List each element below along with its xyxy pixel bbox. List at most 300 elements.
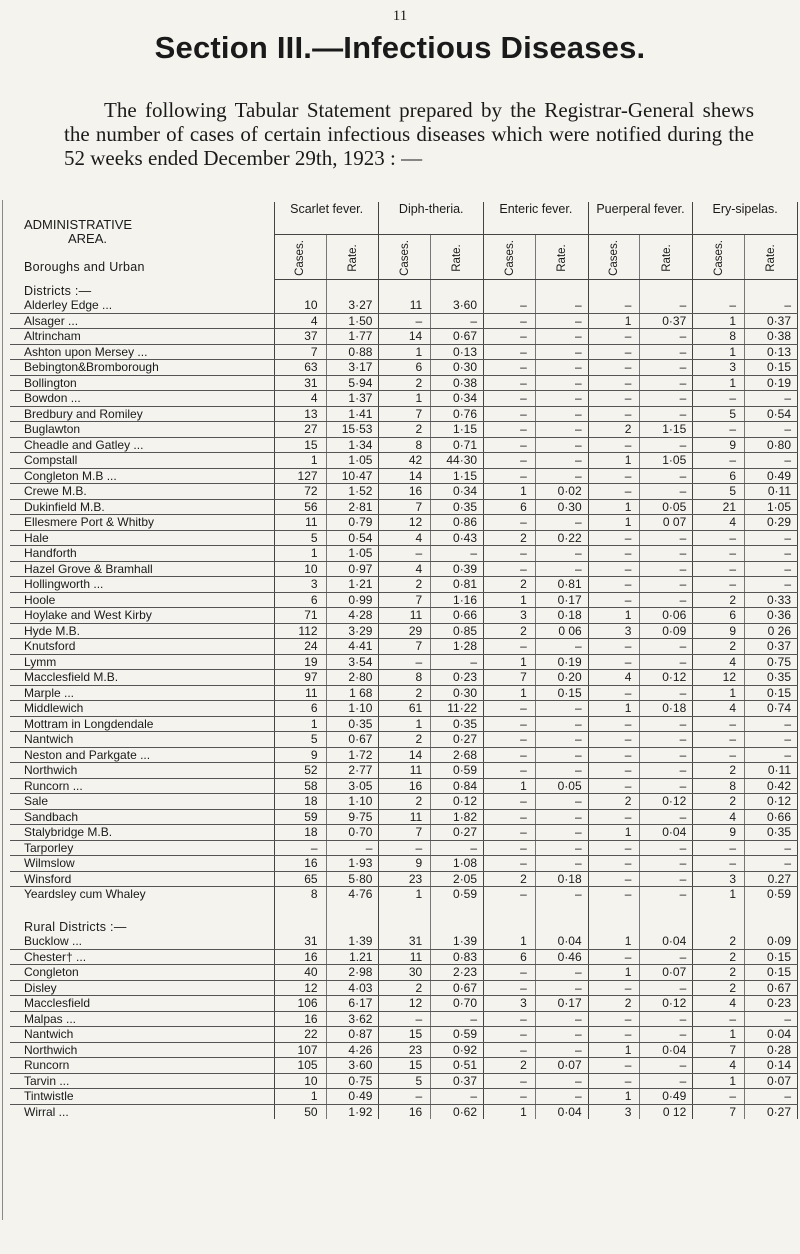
cases-cell: – [484,437,536,453]
cases-cell: 18 [274,794,326,810]
rate-cell: – [745,453,798,469]
area-name: Northwich [10,763,274,779]
table-row [10,949,798,965]
cases-cell: – [588,546,640,562]
cases-cell: – [588,778,640,794]
rate-cell: 0·35 [326,716,379,732]
cases-cell: 1 [379,716,431,732]
rate-cell: 0·37 [640,313,693,329]
cases-cell: – [484,546,536,562]
area-name: Dukinfield M.B. [10,499,274,515]
rate-cell: – [535,794,588,810]
cases-cell: 23 [379,871,431,887]
rate-cell: 0·97 [326,561,379,577]
cases-cell: 10 [274,298,326,313]
table-row [10,996,798,1012]
rate-cell: 0·07 [745,1073,798,1089]
cases-cell: – [693,561,745,577]
rate-cell: – [535,747,588,763]
rate-cell: – [535,716,588,732]
rate-cell: 0·54 [326,530,379,546]
rate-cell: – [535,856,588,872]
cases-cell: 1 [588,499,640,515]
cases-cell: – [484,747,536,763]
cases-cell: 9 [274,747,326,763]
rate-cell: – [640,1073,693,1089]
area-column-header: ADMINISTRATIVE AREA. Boroughs and Urban [10,202,274,280]
rate-cell: 0·43 [431,530,484,546]
rate-cell: – [535,701,588,717]
cases-cell: 1 [484,654,536,670]
cases-cell: 2 [693,592,745,608]
cases-cell: 16 [379,778,431,794]
cases-cell: 15 [274,437,326,453]
rate-cell: – [640,329,693,345]
rate-cell: 1.21 [326,949,379,965]
rate-cell: 0·30 [431,685,484,701]
rate-cell: 2·80 [326,670,379,686]
rate-cell: 0·59 [431,1027,484,1043]
cases-cell: 61 [379,701,431,717]
rate-cell: – [745,546,798,562]
table-row [10,747,798,763]
cases-cell: – [588,437,640,453]
header-puerperal-fever: Puerperal fever. [588,202,693,235]
cases-cell: 10 [274,561,326,577]
cases-cell: 3 [588,623,640,639]
intro-paragraph: The following Tabular Statement prepared by the Registrar-General shews the number of cases of certain infectious diseases which were notified during the 52 weeks ended December 29th, 1923 : — [64,98,754,170]
cases-cell: 52 [274,763,326,779]
cases-cell: 14 [379,329,431,345]
rate-cell: 3·29 [326,623,379,639]
cases-cell: – [693,422,745,438]
table-row [10,577,798,593]
table-row [10,375,798,391]
cases-cell: – [379,1089,431,1105]
cases-cell: 1 [588,313,640,329]
rate-cell: 11·22 [431,701,484,717]
cases-cell: 97 [274,670,326,686]
cases-cell: 1 [588,965,640,981]
rate-cell: 0·66 [745,809,798,825]
rate-cell: – [535,406,588,422]
table-row [10,732,798,748]
cases-cell: 2 [693,763,745,779]
rate-cell: – [535,546,588,562]
rate-cell: 0·37 [745,313,798,329]
table-row [10,887,798,902]
rate-subheader: Rate. [326,235,379,280]
rate-cell: 1·93 [326,856,379,872]
header-erysipelas: Ery-sipelas. [693,202,798,235]
cases-cell: – [484,732,536,748]
cases-cell: 3 [484,608,536,624]
cases-cell: 1 [588,1042,640,1058]
table-row [10,592,798,608]
rate-cell: – [431,1011,484,1027]
area-name: Tintwistle [10,1089,274,1105]
rate-cell: – [640,437,693,453]
table-row [10,1027,798,1043]
rate-cell: 0·67 [431,329,484,345]
area-name: Bollington [10,375,274,391]
cases-cell: – [484,965,536,981]
rate-cell: – [640,778,693,794]
rate-subheader: Rate. [535,235,588,280]
rate-cell: 0·09 [745,934,798,949]
rate-cell: – [640,484,693,500]
rate-cell: 3·60 [326,1058,379,1074]
table-row [10,763,798,779]
cases-cell: 5 [274,530,326,546]
rate-cell: – [745,1089,798,1105]
rate-cell: 4·41 [326,639,379,655]
rate-cell: 4·76 [326,887,379,902]
cases-cell: – [484,313,536,329]
cases-cell: – [588,1011,640,1027]
cases-cell: – [484,825,536,841]
rate-cell: 0·33 [745,592,798,608]
rate-cell: 1·05 [326,546,379,562]
table-row [10,453,798,469]
rate-cell: 0·27 [431,825,484,841]
cases-cell: 8 [693,329,745,345]
cases-cell: 4 [274,313,326,329]
cases-cell: 2 [379,422,431,438]
cases-cell: – [484,1027,536,1043]
rate-cell: 0·23 [745,996,798,1012]
cases-cell: 9 [693,825,745,841]
cases-cell: – [484,329,536,345]
area-name: Bowdon ... [10,391,274,407]
rate-cell: 0·59 [745,887,798,902]
area-name: Nantwich [10,732,274,748]
table-row [10,1089,798,1105]
cases-cell: 6 [484,949,536,965]
rate-cell: 0·80 [745,437,798,453]
area-name: Knutsford [10,639,274,655]
rate-cell: – [640,732,693,748]
table-row [10,468,798,484]
rate-cell: 0·18 [640,701,693,717]
cases-cell: 12 [274,980,326,996]
rate-cell: 0·02 [535,484,588,500]
cases-cell: 1 [693,375,745,391]
cases-cell: 11 [379,608,431,624]
cases-cell: 4 [274,391,326,407]
cases-cell: 11 [274,515,326,531]
rate-cell: 1·10 [326,701,379,717]
table-row [10,980,798,996]
table-row [10,1058,798,1074]
rate-cell: 0·35 [745,670,798,686]
cases-cell: 58 [274,778,326,794]
rate-cell: – [640,406,693,422]
rate-cell: 0·14 [745,1058,798,1074]
cases-subheader: Cases. [484,235,536,280]
rate-cell: – [640,654,693,670]
cases-cell: – [484,360,536,376]
cases-cell: 1 [274,716,326,732]
rate-cell: 3·27 [326,298,379,313]
cases-cell: 106 [274,996,326,1012]
rate-cell: 0·05 [640,499,693,515]
rate-cell: – [745,561,798,577]
rate-cell: – [640,561,693,577]
cases-cell: – [693,716,745,732]
rate-cell: – [535,391,588,407]
rate-cell: – [640,344,693,360]
area-name: Wilmslow [10,856,274,872]
cases-cell: – [274,840,326,856]
area-name: Northwich [10,1042,274,1058]
rate-cell: – [640,375,693,391]
rate-cell: 3·17 [326,360,379,376]
cases-cell: – [693,732,745,748]
rate-cell: – [431,654,484,670]
cases-subheader: Cases. [588,235,640,280]
area-name: Marple ... [10,685,274,701]
cases-cell: – [484,375,536,391]
rate-cell: 0·15 [745,965,798,981]
rate-cell: – [431,840,484,856]
rate-cell: 0·74 [745,701,798,717]
area-name: Neston and Parkgate ... [10,747,274,763]
cases-cell: – [588,716,640,732]
table-row [10,701,798,717]
cases-cell: 9 [693,437,745,453]
cases-cell: – [379,313,431,329]
cases-cell: – [484,1042,536,1058]
rate-cell: 0·28 [745,1042,798,1058]
rate-cell: 4·26 [326,1042,379,1058]
table-row [10,871,798,887]
cases-cell: – [484,856,536,872]
rate-cell: – [535,515,588,531]
cases-cell: 1 [484,934,536,949]
rate-cell: 2·23 [431,965,484,981]
cases-cell: 7 [379,499,431,515]
table-row [10,608,798,624]
rate-cell: 0·37 [431,1073,484,1089]
table-row [10,794,798,810]
rate-cell: 3·62 [326,1011,379,1027]
rate-cell: 1·28 [431,639,484,655]
area-name: Malpas ... [10,1011,274,1027]
cases-cell: 1 [274,1089,326,1105]
rate-cell: 2·98 [326,965,379,981]
rate-cell: 0·59 [431,887,484,902]
cases-cell: 72 [274,484,326,500]
table-row [10,344,798,360]
rate-cell: 5·80 [326,871,379,887]
cases-cell: – [588,809,640,825]
cases-cell: 4 [588,670,640,686]
area-name: Compstall [10,453,274,469]
area-name: Bebington&Bromborough [10,360,274,376]
cases-cell: – [484,422,536,438]
rate-cell: 0·36 [745,608,798,624]
cases-cell: 16 [274,949,326,965]
rate-cell: 1·15 [431,468,484,484]
rate-cell: 0·75 [326,1073,379,1089]
cases-cell: – [588,577,640,593]
cases-cell: 105 [274,1058,326,1074]
rate-cell: 0·59 [431,763,484,779]
area-name: Tarvin ... [10,1073,274,1089]
header-scarlet-fever: Scarlet fever. [274,202,379,235]
cases-cell: 23 [379,1042,431,1058]
cases-cell: 1 [484,484,536,500]
rate-cell: – [640,949,693,965]
rate-cell: 0·19 [535,654,588,670]
cases-cell: 1 [484,592,536,608]
cases-cell: – [588,654,640,670]
area-name: Ashton upon Mersey ... [10,344,274,360]
header-diphtheria: Diph-theria. [379,202,484,235]
cases-cell: 2 [379,732,431,748]
rate-cell: 1·21 [326,577,379,593]
rate-cell: 4·03 [326,980,379,996]
rate-cell: 0·12 [640,794,693,810]
rate-cell: 0·04 [640,1042,693,1058]
rate-cell: 0·30 [535,499,588,515]
table-row [10,778,798,794]
cases-cell: 1 [588,515,640,531]
cases-cell: 11 [274,685,326,701]
rate-cell: – [326,840,379,856]
cases-cell: – [484,763,536,779]
rate-cell: – [535,437,588,453]
cases-cell: 2 [693,934,745,949]
cases-cell: 1 [693,1073,745,1089]
rate-cell: 0·35 [431,716,484,732]
cases-cell: 2 [379,375,431,391]
cases-cell: – [588,871,640,887]
rate-cell: 0·04 [640,825,693,841]
rate-cell: – [640,871,693,887]
rate-cell: – [535,732,588,748]
rate-cell: 0·04 [745,1027,798,1043]
cases-cell: 2 [484,1058,536,1074]
cases-cell: 40 [274,965,326,981]
cases-cell: – [588,1027,640,1043]
cases-cell: 56 [274,499,326,515]
cases-cell: 24 [274,639,326,655]
cases-cell: 6 [484,499,536,515]
rate-cell: 0·17 [535,592,588,608]
cases-cell: 5 [693,484,745,500]
cases-cell: – [484,298,536,313]
rate-cell: 0·13 [745,344,798,360]
rate-cell: – [431,546,484,562]
rate-cell: 0·81 [535,577,588,593]
rate-cell: 0·49 [326,1089,379,1105]
cases-cell: 16 [274,1011,326,1027]
cases-cell: 1 [274,546,326,562]
table-row [10,965,798,981]
cases-cell: 6 [693,468,745,484]
cases-cell: 11 [379,809,431,825]
rate-cell: – [640,980,693,996]
area-name: Altrincham [10,329,274,345]
area-name: Yeardsley cum Whaley [10,887,274,902]
cases-cell: – [693,840,745,856]
cases-cell: 8 [693,778,745,794]
rate-subheader: Rate. [431,235,484,280]
area-name: Chester† ... [10,949,274,965]
rate-cell: – [640,685,693,701]
rate-cell: – [640,1027,693,1043]
rate-cell: 0·66 [431,608,484,624]
cases-cell: – [588,856,640,872]
rate-cell: 1·50 [326,313,379,329]
cases-cell: 2 [588,422,640,438]
cases-cell: 4 [693,654,745,670]
cases-cell: 11 [379,763,431,779]
cases-cell: 2 [484,577,536,593]
rate-cell: 1·92 [326,1104,379,1119]
cases-cell: – [588,639,640,655]
cases-cell: 2 [379,577,431,593]
cases-cell: – [484,453,536,469]
table-row [10,298,798,313]
table-row [10,825,798,841]
rate-cell: – [535,1089,588,1105]
cases-cell: 4 [379,530,431,546]
area-name: Runcorn [10,1058,274,1074]
cases-cell: – [588,375,640,391]
table-row [10,391,798,407]
cases-cell: 65 [274,871,326,887]
rate-cell: 0·54 [745,406,798,422]
rate-cell: 0·27 [431,732,484,748]
cases-cell: – [484,701,536,717]
table-row [10,530,798,546]
table-row [10,639,798,655]
rate-cell: 0·19 [745,375,798,391]
rate-cell: – [535,453,588,469]
cases-cell: 2 [588,996,640,1012]
area-name: Sale [10,794,274,810]
rate-cell: – [535,965,588,981]
cases-cell: – [379,654,431,670]
rate-cell: 5·94 [326,375,379,391]
cases-cell: – [588,329,640,345]
cases-cell: – [484,639,536,655]
rate-cell: – [535,840,588,856]
rate-cell: 9·75 [326,809,379,825]
cases-cell: – [693,453,745,469]
rate-cell: – [640,639,693,655]
cases-cell: – [588,298,640,313]
rate-cell: – [535,360,588,376]
rate-cell: 0·49 [640,1089,693,1105]
rate-cell: 0 12 [640,1104,693,1119]
cases-cell: 2 [379,685,431,701]
rate-cell: 4·28 [326,608,379,624]
page-number: 11 [392,8,408,24]
cases-subheader: Cases. [693,235,745,280]
cases-cell: 2 [693,980,745,996]
area-name: Hale [10,530,274,546]
rate-cell: – [640,530,693,546]
rate-cell: 1·39 [326,934,379,949]
table-row [10,422,798,438]
area-name: Hoylake and West Kirby [10,608,274,624]
cases-cell: 2 [484,623,536,639]
cases-cell: 7 [379,592,431,608]
